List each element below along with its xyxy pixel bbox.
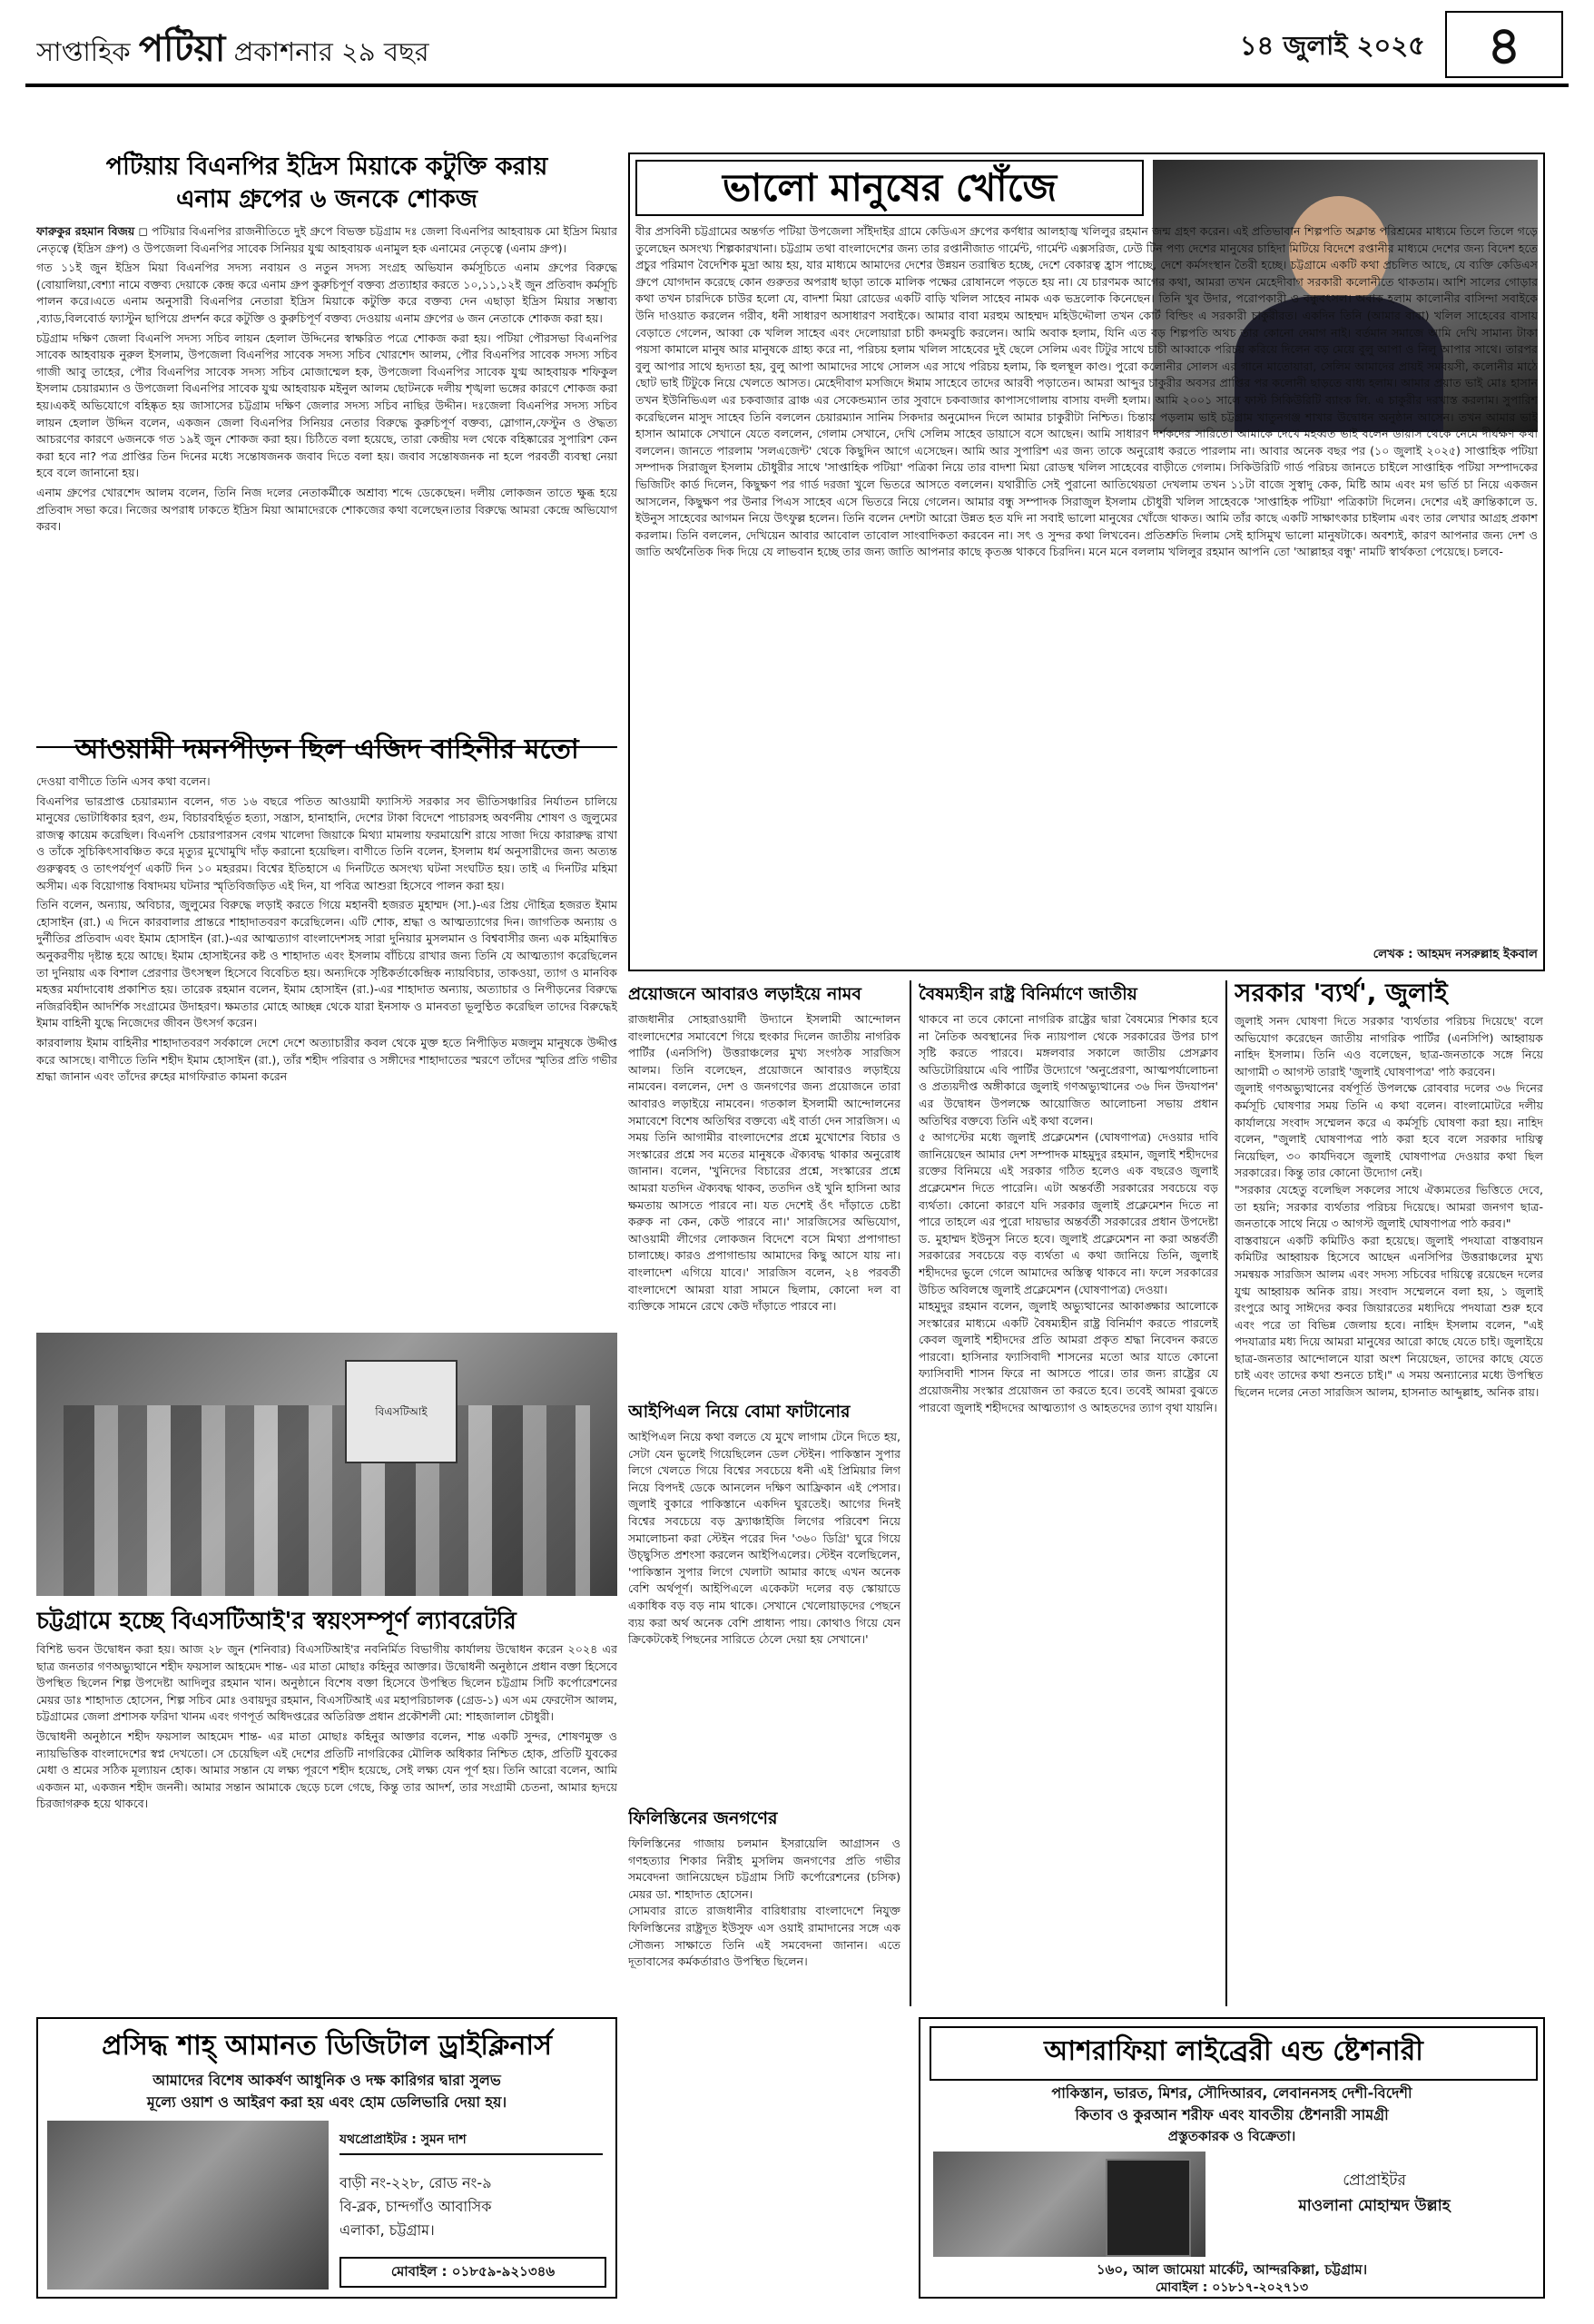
story2-p2: তিনি বলেন, অন্যায়, অবিচার, জুলুমের বিরুদ্ধে লড়াই করতে গিয়ে মহানবী হজরত মুহাম্মদ (সা.)-এর প্রিয় দৌহিত্র হজরত ইমাম হোসাইন (রা.) এ দিনে কারবালার প্রান্তরে শাহাদাতবরণ করেছিলেন। এটি শোক, শ্রদ্ধা ও আত্মত্যাগের দিন। জাগতিক অন্যায় ও দুর্নীতির প্রতিবাদ এবং ইমাম হোসাইন (রা.)-এর আত্মত্যাগ বাংলাদেশসহ সারা দুনিয়ার মুসলমান ও বিশ্ববাসীর জন্য এক মহিমান্বিত অনুকরণীয় দৃষ্টান্ত হয়ে আছে। ইমাম হোসাইনের কষ্ট ও শাহাদাত এবং ইসলাম বাঁচিয়ে রাখার জন্য তিনি যে আত্মত্যাগ করেছিলেন তা দুনিয়ায় এক বিশাল প্রেরণার উৎসস্থল হিসেবে বিবেচিত হয়। অন্যদিকে সৃষ্টিকর্তাকেন্দ্রিক ন্যায়বিচার, তাকওয়া, ত্যাগ ও মানবিক মহত্তর মর্যাদাবোধ প্রকাশিত হয়। তারেক রহমান বলেন, ইমাম হোসাইন (রা.)-এর শাহাদাত অন্যায়, অত্যাচার ও নিপীড়নের বিরুদ্ধে নজিরবিহীন আদর্শিক সংগ্রামের উদাহরণ। ক্ষমতার মোহে আচ্ছন্ন থেকে যারা ইনসাফ ও মানবতা ভূলুণ্ঠিত করেছিল তাদের বিরুদ্ধেই ইমাম বাহিনী যুদ্ধে নিজেদের জীবন উৎসর্গ করেন। — [36, 898, 617, 1030]
story6-p1: বিশিষ্ট ভবন উদ্বোধন করা হয়। আজ ২৮ জুন (শনিবার) বিএসটিআই'র নবনির্মিত বিভাগীয় কার্যালয় উদ্বোধন করেন ২০২৪ এর ছাত্র জনতার গণঅভ্যুত্থানে শহীদ ফয়সাল আহমেদ শান্ত- এর মাতা মোছাঃ কহিনুর আক্তার। উদ্বোধনী অনুষ্ঠানে প্রধান বক্তা হিসেবে উপস্থিত ছিলেন শিল্প উপদেষ্টা আদিলুর রহমান খান। অনুষ্ঠানে বিশেষ বক্তা হিসেবে উপস্থিত ছিলেন চট্টগ্রাম সিটি কর্পোরেশনের মেয়র ডাঃ শাহাদাত হোসেন, শিল্প সচিব মোঃ ওবায়দুর রহমান, বিএসটিআই এর মহাপরিচালক (গ্রেড-১) এস এম ফেরদৌস আলম, চট্টগ্রামের জেলা প্রশাসক ফরিদা খানম এবং গণপূর্ত অধিদপ্তরের অতিরিক্ত প্রধান প্রকৌশলী মো: শাহজালাল চৌধুরী। — [36, 1642, 617, 1724]
library-address: ১৬০, আল জামেয়া মার্কেট, আন্দরকিল্লা, চট্টগ্রাম। — [1096, 2261, 1368, 2278]
drycleaner-address3: এলাকা, চট্টগ্রাম। — [339, 2221, 435, 2239]
story1-p4: এনাম গ্রুপের খোরশেদ আলম বলেন, তিনি নিজ দলের নেতাকর্মীকে অশ্রাব্য শব্দে ডেকেছেন। দলীয় লোকজন তাতে ক্ষুব্ধ হয়ে প্রতিবাদ সভা করে। নিজের অপরাধ ঢাকতে ইদ্রিস মিয়া আমাদেরকে শোকজের কথা বলেছেন।তার বিরুদ্ধে আমরা কেন্দ্রে অভিযোগ করব। — [36, 485, 617, 534]
drycleaner-address — [339, 2171, 603, 2242]
story1-headline-line2: এনাম গ্রুপের ৬ জনকে শোকজ — [176, 185, 477, 213]
story1-body: ফারুকুর রহমান বিজয় ◻ পটিয়ার বিএনপির রাজনীতিতে দুই গ্রুপে বিভক্ত চট্টগ্রাম দঃ জেলা বিএনপির আহবায়ক মো ইদ্রিস মিয়ার নেতৃত্বে (ইদ্রিস গ্রুপ) ও উপজেলা বিএনপির সাবেক সিনিয়র যুগ্ম আহবায়ক এনামুল হক এনামের নেতৃত্বে (এনাম গ্রুপ)। গত ১১ই জুন ইদ্রিস মিয়া বিএনপির সদস্য নবায়ন ও নতুন সদস্য সংগ্রহ অভিযান কর্মসূচিতে এনাম গ্রুপের বিরুদ্ধে (বোয়ালিয়া,বেশ্যা নামে বক্তব্য দেয়াকে কেন্দ্র করে এনাম গ্রুপ কুরুচিপূর্ণ বক্তব্য প্রত্যাহার করতে ১০,১১,১২ই জুন প্রতিবাদ কর্মসূচি পালন করে।এতে এনাম অনুসারী বিএনপির নেতারা ইদ্রিস মিয়াকে কটুক্তি করে বক্তব্য দেন এছাড়া ইদ্রিস মিয়ার সম্ভাব্য ,ব্যাড,বিলবোর্ড ফ্যাস্টুন ছাপিয়ে প্রদর্শন করে কটুক্তি ও কুরুচিপূর্ণ বক্তব্য দেওয়ায় এনাম গ্রুপের ৬ জন নেতাকে শোকজ করা হয়। চট্টগ্রাম দক্ষিণ জেলা বিএনপি সদস্য সচিব লায়ন হেলাল উদ্দিনের স্বাক্ষরিত পত্রে শোকজ করা হয়। পটিয়া পৌরসভা বিএনপির সাবেক আহবায়ক নুরুল ইসলাম, উপজেলা বিএনপির সাবেক সদস্য সচিব খোরশেদ আলম, পৌর বিএনপির সাবেক সদস্য সচিব গাজী আবু তাহের, পৌর বিএনপির সাবেক সদস্য সচিব মোজাম্মেল হক, উপজেলা বিএনপির সাবেক যুগ্ম আহবায়ক শফিকুল ইসলাম চেয়ারম্যান ও উপজেলা বিএনপির সাবেক যুগ্ম আহবায়ক মইনুল আলম ছোটনকে দলীয় শৃঙ্খলা ভঙ্গের কারণে শোকজ করা হয়।একই অভিযোগে বহিষ্কৃত হয় জাসাসের চট্টগ্রাম দক্ষিণ জেলার সদস্য সচিব নাছির উদ্দীন। দঃজেলা বিএনপির সদস্য সচিব লায়ন হেলাল উদ্দিন বলেন, একজন জেলা বিএনপির সিনিয়র নেতার বিরুদ্ধে কুরুচিপূর্ণ বক্তব্য, স্লোগান,ফেস্টুন ও ঔদ্ধত্য আচরণের কারণে ৬জনকে গত ১৯ই জুন শোকজ করা হয়। চিঠিতে বলা হয়েছে, তারা কেন্দ্রীয় দল থেকে বহিষ্কারের সুপারিশ কেন করা হবে না? পত্র প্রাপ্তির তিন দিনের মধ্যে সন্তোষজনক জবাব দিতে বলা হয়। জবাব সন্তোষজনক না হলে পরবর্তী ব্যবস্থা নেয়া হবে বলে জানানো হয়। এনাম গ্রুপের খোরশেদ আলম বলেন, তিনি নিজ দলের নেতাকর্মীকে অশ্রাব্য শব্দে ডেকেছেন। দলীয় লোকজন তাতে ক্ষুব্ধ হয়ে প্রতিবাদ সভা করে। নিজের অপরাধ ঢাকতে ইদ্রিস মিয়া আমাদেরকে শোকজের কথা বলেছেন।তার বিরুদ্ধে আমরা কেন্দ্রে অভিযোগ করব। — [36, 223, 617, 750]
masthead-brand: পটিয়া — [138, 28, 226, 70]
quran-book-icon — [1106, 2159, 1191, 2257]
story2-lead: দেওয়া বাণীতে তিনি এসব কথা বলেন। — [36, 774, 211, 788]
story6-body — [36, 1641, 617, 2004]
story6-p2: উদ্বোধনী অনুষ্ঠানে শহীদ ফয়সাল আহমেদ শান্ত- এর মাতা মোছাঃ কহিনুর আক্তার বলেন, শান্ত একটি সুন্দর, শোষণমুক্ত ও ন্যায়ভিত্তিক বাংলাদেশের স্বপ্ন দেখতো। সে চেয়েছিল এই দেশের প্রতিটি নাগরিকের মৌলিক অধিকার নিশ্চিত হোক, প্রতিটি যুবকের মেধা ও শ্রমের সঠিক মূল্যায়ন হোক। আমার সন্তান যে লক্ষ্য পূরণে শহীদ হয়েছে, সেই লক্ষ্য যেন পূর্ণ হয়। তিনি আরো বলেন, আমি একজন মা, একজন শহীদ জননী। আমার সন্তান আমাকে ছেড়ে চলে গেছে, কিন্তু তার আদর্শ, তার সংগ্রামী চেতনা, আমার হৃদয়ে চিরজাগরুক হয়ে থাকবে। — [36, 1728, 617, 1811]
story2-p3: কারবালায় ইমাম বাহিনীর শাহাদাতবরণ সর্বকালে দেশে দেশে অত্যাচারীর কবল থেকে মুক্ত হতে নিপীড়িত মজলুম মানুষকে উদ্দীপ্ত করে আসছে। বাণীতে তিনি শহীদ ইমাম হোসাইন (রা.), তাঁর শহীদ পরিবার ও সঙ্গীদের শাহাদাতের স্মরণে তাঁদের স্মৃতির প্রতি গভীর শ্রদ্ধা জানান এবং তাঁদের রুহের মাগফিরাত কামনা করেন — [36, 1035, 617, 1084]
story8-body: ফিলিস্তিনের গাজায় চলমান ইসরায়েলি আগ্রাসন ও গণহত্যার শিকার নিরীহ মুসলিম জনগণের প্রতি গভীর সমবেদনা জানিয়েছেন চট্টগ্রাম সিটি কর্পোরেশনের (চসিক) মেয়র ডা. শাহাদাত হোসেন। সোমবার রাতে রাজধানীর বারিধারায় বাংলাদেশে নিযুক্ত ফিলিস্তিনের রাষ্ট্রদূত ইউসুফ এস ওয়াই রামাদানের সঙ্গে এক সৌজন্য সাক্ষাতে তিনি এই সমবেদনা জানান। এতে দূতাবাসের কর্মকর্তারাও উপস্থিত ছিলেন। — [628, 1837, 900, 1969]
story2-p1: বিএনপির ভারপ্রাপ্ত চেয়ারম্যান বলেন, গত ১৬ বছরে পতিত আওয়ামী ফ্যাসিস্ট সরকার সব ভীতিসঞ্চারির নির্যাতন চালিয়ে মানুষের ভোটাধিকার হরণ, গুম, বিচারবহির্ভূত হত্যা, সন্ত্রাস, হানাহানি, দেশের টাকা বিদেশে পাচারসহ অবর্ণনীয় শোষণ ও জুলুমের রাজত্ব কায়েম করেছিল। বিএনপি চেয়ারপারসন বেগম খালেদা জিয়াকে মিথ্যা মামলায় ফরমায়েশি রায়ে সাজা দিয়ে কারারুদ্ধ রাখা ও তাঁকে সুচিকিৎসাবঞ্চিত করে মৃত্যুর মুখোমুখি দাঁড় করানো হয়েছিল। বাণীতে তিনি বলেন, ইসলাম ধর্ম অনুসারীদের জন্য অত্যন্ত গুরুত্ববহ ও তাৎপর্যপূর্ণ একটি দিন ১০ মহররম। বিশ্বের ইতিহাসে এ দিনটিতে অসংখ্য ঘটনা সংঘটিত হয়। তাই এ দিনটির মহিমা অসীম। এক বিয়োগান্ত বিষাদময় ঘটনার স্মৃতিবিজড়িত এই দিন, যা পবিত্র আশুরা হিসেবে পালন করা হয়। — [36, 793, 617, 892]
story7-body: আইপিএল নিয়ে কথা বলতে যে মুখে লাগাম টেনে দিতে হয়, সেটা যেন ভুলেই গিয়েছিলেন ডেল স্টেইন। পাকিস্তান সুপার লিগে খেলতে গিয়ে বিশ্বের সবচেয়ে ধনী এই প্রিমিয়ার লিগ নিয়ে বিপদই ডেকে আনলেন দক্ষিণ আফ্রিকান এই পেসার। জুলাই বুকারে পাকিস্তানে একদিন ঘুরতেই। আগের দিনই বিশ্বের সবচেয়ে বড় ফ্র্যাঞ্চাইজি লিগের পরিবেশ নিয়ে সমালোচনা করা স্টেইন পরের দিন '৩৬০ ডিগ্রি' ঘুরে গিয়ে উচ্ছ্বসিত প্রশংসা করলেন আইপিএলের। স্টেইন বলেছিলেন, 'পাকিস্তান সুপার লিগে খেলাটা আমার কাছে এখন অনেক বেশি অর্থপূর্ণ। আইপিএলে একেকটা দলের বড় স্কোয়াডে একাধিক বড় বড় নাম থাকে। সেখানে খেলোয়াড়দের পেছনে ব্যয় করা অর্থ অনেক বেশি প্রাধান্য পায়। কোথাও গিয়ে যেন ক্রিকেটকেই পিছনের সারিতে ঠেলে দেয়া হয় সেখানে।' — [628, 1430, 900, 1647]
col-divider-2 — [1225, 980, 1227, 2006]
masthead-prefix: সাপ্তাহিক — [36, 36, 131, 67]
drycleaner-mobile: মোবাইল : ০১৮৫৯-৯২১৩৪৬ — [339, 2257, 606, 2288]
library-proprietor: মাওলানা মোহাম্মদ উল্লাহ — [1298, 2197, 1451, 2215]
crowd-icon — [64, 1405, 590, 1596]
story1-headline-line1: পটিয়ায় বিএনপির ইদ্রিস মিয়াকে কটুক্তি করায় — [105, 153, 548, 181]
story8-headline: ফিলিস্তিনের জনগণের — [628, 1808, 778, 1828]
library-line1: পাকিস্তান, ভারত, মিশর, সৌদিআরব, লেবাননসহ দেশী-বিদেশী — [1051, 2084, 1412, 2102]
feature-body — [635, 223, 1538, 930]
drycleaner-address1: বাড়ী নং-২২৮, রোড নং-৯ — [339, 2174, 492, 2191]
library-line2: কিতাব ও কুরআন শরীফ এবং যাবতীয় ষ্টেশনারী সামগ্রী — [1075, 2106, 1389, 2123]
feature-author: লেখক : আহমদ নসরুল্লাহ ইকবাল — [1373, 947, 1538, 961]
story2-headline: আওয়ামী দমনপীড়ন ছিল এজিদ বাহিনীর মতো — [74, 734, 579, 765]
masthead-date: ১৪ জুলাই ২০২৫ — [1239, 30, 1425, 61]
story6-headline: চট্টগ্রামে হচ্ছে বিএসটিআই'র স্বয়ংসম্পূর্ণ ল্যাবরেটরি — [36, 1608, 517, 1635]
story1-headline — [36, 151, 617, 216]
story1-p1: পটিয়ার বিএনপির রাজনীতিতে দুই গ্রুপে বিভক্ত চট্টগ্রাম দঃ জেলা বিএনপির আহবায়ক মো ইদ্রিস মিয়ার নেতৃত্বে (ইদ্রিস গ্রুপ) ও উপজেলা বিএনপির সাবেক সিনিয়র যুগ্ম আহবায়ক এনামুল হক এনামের নেতৃত্বে (এনাম গ্রুপ)। — [36, 224, 617, 255]
feature-p1: বীর প্রসবিনী চট্টগ্রামের অন্তর্গত পটিয়া উপজেলা সাঁইদাইর গ্রামে কেডিএস গ্রুপের কর্ণধার আলহাজ্ব খলিলুর রহমান জন্ম গ্রহণ করেন। এই প্রতিভাবান শিল্পপতি অক্লান্ত পরিশ্রমের মাধ্যমে তিলে তিলে গড়ে তুলেছেন অসংখ্য শিল্পকারখানা। চট্টগ্রাম তথা বাংলাদেশের জন্য তার রপ্তানীজাত গার্মেন্ট, গার্মেন্ট এক্সসরিজ, ঢেউ টিন পণ্য দেশের মানুষের চাহিদা মিটিয়ে বিদেশে রপ্তানীর মাধ্যমে দেশের জন্য বিদেশ হতে প্রচুর পরিমাণ বৈদেশিক মুদ্রা আয় হয়, যার মাধ্যমে আমাদের দেশের উন্নয়ন তরান্বিত হচ্ছে, দেশে বেকারত্ব হ্রাস পাচ্ছে, দেশে কর্মসংস্থান তৈরী হচ্ছে। চট্টগ্রামে একটি কথা প্রচলিত আছে, যে ব্যক্তি কেডিএস গ্রুপে যোগদান করেছে কোন গুরুতর অপরাধ ছাড়া তাকে মালিক পক্ষের রোষানলে পড়তে হয় না। যে চারণমক আগের কথা, আমরা তখন মেহেদীবাগ সরকারী কলোনীতে থাকতাম। আশি সালের গোড়ার কথা তখন চারদিকে চাউর হলো যে, বাদশা মিয়া রোডের একটি বাড়ি খলিল সাহেব নামক এক ভদ্রলোক কিনেছেন। তিনি খুব উদার, পরোপকারী ও বন্ধুবৎসল। অবাক হলাম কালোনীর বাসিন্দা সবাইকে উনি দাওয়াত করলেন গরীব, ধনী সাধারণ অসাধারণ সবাইকে। আমার বাবা মরহুম আহম্মদ মহিউদ্দৌলা তখন কোর্ট বিল্ডিং এ সরকারী চাকুরীরত। একদিন তিনি (আমার বাবা) খলিল সাহেবের বাসায় বেড়াতে গেলেন, আব্বা কে খলিল সাহেব এবং দেলোয়ারা চাচী কদমবুচি করলেন। আমি অবাক হলাম, যিনি এত বড় শিল্পপতি অথচ তার কোনো দেমাগ নাই। বর্তমান সমাজে আমি দেখি সামান্য টাকা পয়সা কামালে মানুষ আর মানুষকে গ্রাহ্য করে না, পরিচয় হলাম খলিল সাহেবের দুই ছেলে সেলিম এবং টিটুর সাথে চাচী আব্বাকে পরিচয় করিয়ে দিলেন বড় মেয়ে বুলু আপা ও নিলু আপার সাথে। তারপর বুলু আপার সাথে হৃদ্যতা হয়, বুলু আপা আমাদের সাথে সোলস এর সাথে পরিচয় হলাম, কি হুলস্থূল কাণ্ড। পুরো কলোনীর সোলস এর গানে মাতোয়ারা, সেলিম আমাদের প্রায়ই সমবয়সী, কলোনীর মাঠে ছোট ভাই টিটুকে নিয়ে খেলতে আসত। মেহেদীবাগ মসজিদে ঈমাম সাহেবে তাদের আরবী পড়াতেন। আমরা আব্দুর চাকুরীর অবসর প্রাপ্তির পর কলোনী ছাড়তে বাধ্য হলাম। আমার প্রয়াত ভাই মোঃ হাসান তখন ইউনিভিএল এর চকবাজার ব্রাঞ্চ এর সেকেন্ডম্যান তার সুবাদে চকবাজার কাপাসগোলায় বাসায় বদলী হলাম। আমি ২০০১ সালে ফাস্ট সিকিউরিটি ব্যাংক লি. এ চাকুরীর দরখাস্ত করলাম। সুপারিশ করেছিলেন মাসুদ সাহেব তিনি বললেন চেয়ারম্যান সানিম সিকদার অনুমোদন দিলে আমার চাকুরীটা নিশ্চিত। চিন্তায় পড়লাম ভাই চট্টগ্রাম খাতুনগঞ্জ শাখার উদ্বোধন অনুষ্ঠান আসেন। তখন আমার ভাই হাসান আমাকে সেখানে যেতে বললেন, গেলাম সেখানে, দেখি সেলিম সাহেব ডায়াসে বসে আছেন। আমি সাধারণ দর্শকদের সারিতে। আমাকে দেখে মহব্বত ভাই বলেন ডায়াস থেকে নেমে দীর্ঘক্ষণ কথা বললেন। জানতে পারলাম 'সলএজেন্ট' থেকে কিছুদিন আগে এসেছেন। আমি আর সুপারিশ এর জন্য তাকে অনুরোধ করতে পারলাম না। আবার অনেক বছর পর (১০ জুলাই ২০২৫) সাপ্তাহিক পটিয়া সম্পাদক সিরাজুল ইসলাম চৌধুরীর সাথে 'সাপ্তাহিক পটিয়া' পত্রিকা নিয়ে তার বাদশা মিয়া রোডস্থ খলিল সাহেবের বাড়ীতে গেলাম। সিকিউরিটি গার্ড পরিচয় জানতে চাইলে সাপ্তাহিক পটিয়া সম্পাদকের ভিজিটিং কার্ড দিলেন, কিছুক্ষণ পর গার্ড দরজা খুলে ভিতরে আসতে বললেন। যথারীতি সেই পুরানো আতিথেয়তা দেখলাম তখন ১১টা বাজে সুস্বাদু কেক, মিষ্টি আম এবং মগ ভর্তি চা নিয়ে একজন আসলেন, কিছুক্ষণ পর উনার পিএস সাহেব এসে ভিতরে নিয়ে গেলেন। আমার বন্ধু সম্পাদক সিরাজুল ইসলাম চৌধুরী খলিল সাহেবকে 'সাপ্তাহিক পটিয়া' পত্রিকাটা দিলেন। দেশের এই ক্রান্তিকালে ড. ইউনুস সাহেবের আগমন নিয়ে উৎফুল্ল হলেন। তিনি বলেন দেশটা আরো উন্নত হত যদি না সবাই ভালো মানুষের খোঁজে থাকত। আমি তাঁর কাছে একটি সাক্ষাৎকার চাইলাম এবং তার লেখার আগ্রহ প্রকাশ করলাম। তিনি বললেন, দেখিয়েন আবার আবোল তাবোল সাংবাদিকতা করবেন না। সৎ ও সুন্দর কথা লিখবেন। প্রতিশ্রুতি দিলাম সেই হাসিমুখ ভালো মানুষটাকে। অবশ্যই, কারণ আপনার জন্য দেশ ও জাতি অর্থনৈতিক দিক দিয়ে যে লাভবান হচ্ছে তার জন্য জাতি আপনার কাছে কৃতজ্ঞ থাকবে চিরদিন। মনে মনে বললাম খলিলুর রহমান আপনি তো 'আল্লাহর বন্ধু' নামটি স্বার্থকতা পেয়েছে। চলবে- — [635, 224, 1538, 559]
drycleaner-ad — [36, 2017, 617, 2299]
story3-headline: প্রয়োজনে আবারও লড়াইয়ে নামব — [628, 984, 861, 1004]
story1-p2: গত ১১ই জুন ইদ্রিস মিয়া বিএনপির সদস্য নবায়ন ও নতুন সদস্য সংগ্রহ অভিযান কর্মসূচিতে এনাম গ্রুপের বিরুদ্ধে (বোয়ালিয়া,বেশ্যা নামে বক্তব্য দেয়াকে কেন্দ্র করে এনাম গ্রুপ কুরুচিপূর্ণ বক্তব্য প্রত্যাহার করতে ১০,১১,১২ই জুন প্রতিবাদ কর্মসূচি পালন করে।এতে এনাম অনুসারী বিএনপির নেতারা ইদ্রিস মিয়াকে কটুক্তি করে বক্তব্য দেন এছাড়া ইদ্রিস মিয়ার সম্ভাব্য ,ব্যাড,বিলবোর্ড ফ্যাস্টুন ছাপিয়ে প্রদর্শন করে কটুক্তি ও কুরুচিপূর্ণ বক্তব্য দেওয়ায় এনাম গ্রুপের ৬ জন নেতাকে শোকজ করা হয়। — [36, 261, 617, 325]
library-proprietor-label: প্রোপ্রাইটর — [1343, 2171, 1406, 2190]
masthead-left — [36, 20, 429, 81]
story5-body: জুলাই সনদ ঘোষণা দিতে সরকার 'ব্যর্থতার পরিচয় দিয়েছে' বলে অভিযোগ করেছেন জাতীয় নাগরিক পার্টির (এনসিপি) আহ্বায়ক নাহিদ ইসলাম। তিনি এও বলেছেন, ছাত্র-জনতাকে সঙ্গে নিয়ে আগামী ৩ আগস্ট তারাই 'জুলাই ঘোষণাপত্র' পাঠ করবেন। জুলাই গণঅভ্যুত্থানের বর্ষপূর্তি উপলক্ষে রোববার দলের ৩৬ দিনের কর্মসূচি ঘোষণার সময় তিনি এ কথা বলেন। বাংলামোটরে দলীয় কার্যালয়ে সংবাদ সম্মেলন করে এ কর্মসূচি ঘোষণা করা হয়। নাহিদ বলেন, "জুলাই ঘোষণাপত্র পাঠ করা হবে বলে সরকার দায়িত্ব নিয়েছিল, ৩০ কার্যদিবসে জুলাই ঘোষণাপত্র দেওয়ার কথা ছিল সরকারের। কিন্তু তার কোনো উদ্যোগ নেই। "সরকার যেহেতু বলেছিল সকলের সাথে ঐক্যমতের ভিত্তিতে দেবে, তা হয়নি; সরকার ব্যর্থতার পরিচয় দিয়েছে। আমরা জনগণ ছাত্র-জনতাকে সাথে নিয়ে ৩ আগস্ট জুলাই ঘোষণাপত্র পাঠ করব।" বাস্তবায়নে একটি কমিটিও করা হয়েছে। জুলাই পদযাত্রা বাস্তবায়ন কমিটির আহ্বায়ক হিসেবে আছেন এনসিপির উত্তরাঞ্চলের মুখ্য সমন্বয়ক সারজিস আলম এবং সদস্য সচিবের দায়িত্বে রয়েছেন দলের যুগ্ম আহ্বায়ক অনিক রায়। সংবাদ সম্মেলনে বলা হয়, ১ জুলাই রংপুরে আবু সাঈদের কবর জিয়ারতের মধ্যদিয়ে পদযাত্রা শুরু হবে এবং পরে তা বিভিন্ন জেলায় হবে। নাহিদ ইসলাম বলেন, "এই পদযাত্রার মধ্য দিয়ে আমরা মানুষের আরো কাছে যেতে চাই। জুলাইয়ে ছাত্র-জনতার আন্দোলনে যারা অংশ নিয়েছেন, তাদের কাছে যেতে চাই এবং তাদের কথা শুনতে চাই।" এ সময় অন্যান্যের মধ্যে উপস্থিত ছিলেন দলের নেতা সারজিস আলম, হাসনাত আব্দুল্লাহ, অনিক রায়। — [1235, 1014, 1543, 1400]
story5-headline: সরকার 'ব্যর্থ', জুলাই — [1235, 978, 1448, 1008]
story1-p3: চট্টগ্রাম দক্ষিণ জেলা বিএনপি সদস্য সচিব লায়ন হেলাল উদ্দিনের স্বাক্ষরিত পত্রে শোকজ করা হয়। পটিয়া পৌরসভা বিএনপির সাবেক আহবায়ক নুরুল ইসলাম, উপজেলা বিএনপির সাবেক সদস্য সচিব খোরশেদ আলম, পৌর বিএনপির সাবেক সদস্য সচিব গাজী আবু তাহের, পৌর বিএনপির সাবেক সদস্য সচিব মোজাম্মেল হক, উপজেলা বিএনপির সাবেক যুগ্ম আহবায়ক শফিকুল ইসলাম চেয়ারম্যান ও উপজেলা বিএনপির সাবেক যুগ্ম আহবায়ক মইনুল আলম ছোটনকে দলীয় শৃঙ্খলা ভঙ্গের কারণে শোকজ করা হয়।একই অভিযোগে বহিষ্কৃত হয় জাসাসের চট্টগ্রাম দক্ষিণ জেলার সদস্য সচিব নাছির উদ্দীন। দঃজেলা বিএনপির সদস্য সচিব লায়ন হেলাল উদ্দিন বলেন, একজন জেলা বিএনপির সিনিয়র নেতার বিরুদ্ধে কুরুচিপূর্ণ বক্তব্য, স্লোগান,ফেস্টুন ও ঔদ্ধত্য আচরণের কারণে ৬জনকে গত ১৯ই জুন শোকজ করা হয়। চিঠিতে বলা হয়েছে, তারা কেন্দ্রীয় দল থেকে বহিষ্কারের সুপারিশ কেন করা হবে না? পত্র প্রাপ্তির তিন দিনের মধ্যে সন্তোষজনক জবাব দিতে বলা হয়। জবাব সন্তোষজনক না হলে পরবর্তী ব্যবস্থা নেয়া হবে বলে জানানো হয়। — [36, 330, 617, 480]
drycleaner-photo — [47, 2121, 329, 2290]
story4-headline: বৈষম্যহীন রাষ্ট্র বিনির্মাণে জাতীয় — [919, 984, 1137, 1004]
story7-headline: আইপিএল নিয়ে বোমা ফাটানোর — [628, 1402, 851, 1422]
library-proprietor-block — [1220, 2168, 1529, 2219]
story4-body: থাকবে না তবে কোনো নাগরিক রাষ্ট্রের দ্বারা বৈষম্যের শিকার হবে না নৈতিক অবস্থানের দিক ন্যায়পাল থেকে সরকারের উপর চাপ সৃষ্টি করতে পারবে। মঙ্গলবার সকালে জাতীয় প্রেসক্লাব অডিটোরিয়ামে এবি পার্টির উদ্যোগে 'অনুপ্রেরণা, আত্মপর্যালোচনা ও প্রত্যয়দীপ্ত অঙ্গীকারে জুলাই গণঅভ্যুত্থানের ৩৬ দিন উদযাপন' এর উদ্বোধন উপলক্ষে আয়োজিত আলোচনা সভায় প্রধান অতিথির বক্তব্যে তিনি এই কথা বলেন। ৫ আগস্টের মধ্যে জুলাই প্রক্লেমেশন (ঘোষণাপত্র) দেওয়ার দাবি জানিয়েছেন আমার দেশ সম্পাদক মাহমুদুর রহমান, জুলাই শহীদদের রক্তের বিনিময়ে এই সরকার গঠিত হলেও এক বছরেও জুলাই প্রক্লেমেশন দিতে পারেনি। এটা অন্তর্বর্তী সরকারের সবচেয়ে বড় ব্যর্থতা। কোনো কারণে যদি সরকার জুলাই প্রক্লেমেশন দিতে না পারে তাহলে এর পুরো দায়ভার অন্তর্বর্তী সরকারের প্রধান উপদেষ্টা ড. মুহাম্মদ ইউনুস নিতে হবে। জুলাই প্রক্লেমেশন না করা অন্তর্বর্তী সরকারের সবচেয়ে বড় ব্যর্থতা এ কথা জানিয়ে তিনি, জুলাই শহীদদের ভুলে গেলে আমাদের অস্তিত্ব থাকবে না। ফলে সরকারের উচিত অবিলম্বে জুলাই প্রক্লেমেশন (ঘোষণাপত্র) দেওয়া। মাহমুদুর রহমান বলেন, জুলাই অভ্যুত্থানের আকাঙ্ক্ষার আলোকে সংস্কারের মাধ্যমে একটি বৈষম্যহীন রাষ্ট্র বিনির্মাণ করতে পারলেই কেবল জুলাই শহীদদের প্রতি আমরা প্রকৃত শ্রদ্ধা নিবেদন করতে পারবো। হাসিনার ফ্যাসিবাদী শাসনের মতো আর যাতে কোনো ফ্যাসিবাদী শাসন ফিরে না আসতে পারে। তার জন্য রাষ্ট্রের যে প্রয়োজনীয় সংস্কার প্রয়োজন তা করতে হবে। তবেই আমরা বুঝতে পারবো জুলাই শহীদদের আত্মত্যাগ ও আহতদের ত্যাগ বৃথা যায়নি। — [919, 1012, 1218, 1414]
library-mobile: মোবাইল : ০১৮১৭-২০২৭১৩ — [1155, 2280, 1309, 2295]
drycleaner-proprietor: যথপ্রোপ্রাইটর : সুমন দাশ — [339, 2126, 603, 2155]
story2-body — [36, 773, 617, 1325]
col-divider-1 — [910, 980, 911, 2006]
page-number: ৪ — [1445, 11, 1563, 78]
drycleaner-line2: মূল্যে ওয়াশ ও আইরণ করা হয় এবং হোম ডেলিভারি দেয়া হয়। — [146, 2093, 507, 2111]
story1-byline: ফারুকুর রহমান বিজয় — [36, 224, 135, 238]
library-line3: প্রস্তুতকারক ও বিক্রেতা। — [1167, 2128, 1296, 2144]
feature-headline: ভালো মানুষের খোঁজে — [722, 165, 1058, 210]
books-photo — [933, 2152, 1205, 2257]
story3-body: রাজধানীর সোহরাওয়ার্দী উদ্যানে ইসলামী আন্দোলন বাংলাদেশের সমাবেশে গিয়ে হুংকার দিলেন জাতীয় নাগরিক পার্টির (এনসিপি) উত্তরাঞ্চলের মুখ্য সংগঠক সারজিস আলম। তিনি বলেছেন, প্রয়োজনে আবারও লড়াইয়ে নামবেন। বললেন, দেশ ও জনগণের জন্য প্রয়োজনে তারা আবারও লড়াইয়ে নামবেন। গতকাল ইসলামী আন্দোলনের সমাবেশে বিশেষ অতিথির বক্তব্যে এই বার্তা দেন সারজিস। এ সময় তিনি আগামীর বাংলাদেশের প্রশ্নে মুখোশের বিচার ও সংস্কারের প্রশ্নে সব মতের মানুষকে ঐক্যবদ্ধ থাকার অনুরোধ জানান। বলেন, 'খুনিদের বিচারের প্রশ্নে, সংস্কারের প্রশ্নে আমরা যতদিন ঐক্যবদ্ধ থাকব, ততদিন ওই খুনি হাসিনা আর ক্ষমতায় আসতে পারবে না। যত দেশেই ওঁৎ দাঁড়াতে চেষ্টা করুক না কেন, কেউ পারবে না।' সারজিসের অভিযোগ, আওয়ামী লীগের লোকজন বিদেশে বসে মিথ্যা প্রপাগান্ডা চালাচ্ছে। কারও প্রপাগান্ডায় আমাদের কিছু আসে যায় না। বাংলাদেশ এগিয়ে যাবে।' সারজিস বলেন, ২৪ পরবর্তী বাংলাদেশে আমরা যারা সামনে ছিলাম, কোনো দল বা ব্যক্তিকে সামনে রেখে কেউ দাঁড়াতে পারবে না। — [628, 1012, 900, 1314]
event-photo — [36, 1333, 617, 1596]
plaque-board: বিএসটিআই — [345, 1360, 458, 1463]
masthead-rule — [25, 84, 1569, 87]
drycleaner-line1: আমাদের বিশেষ আকর্ষণ আধুনিক ও দক্ষ কারিগর দ্বারা সুলভ — [153, 2072, 501, 2089]
drycleaner-address2: বি-ব্লক, চান্দগাঁও আবাসিক — [339, 2198, 492, 2215]
library-title: আশরাফিয়া লাইব্রেরী এন্ড ষ্টেশনারী — [930, 2026, 1538, 2081]
masthead-suffix: প্রকাশনার ২৯ বছর — [233, 36, 429, 67]
drycleaner-title: প্রসিদ্ধ শাহ্ আমানত ডিজিটাল ড্রাইক্লিনার্স — [102, 2030, 552, 2062]
library-ad — [919, 2017, 1545, 2299]
